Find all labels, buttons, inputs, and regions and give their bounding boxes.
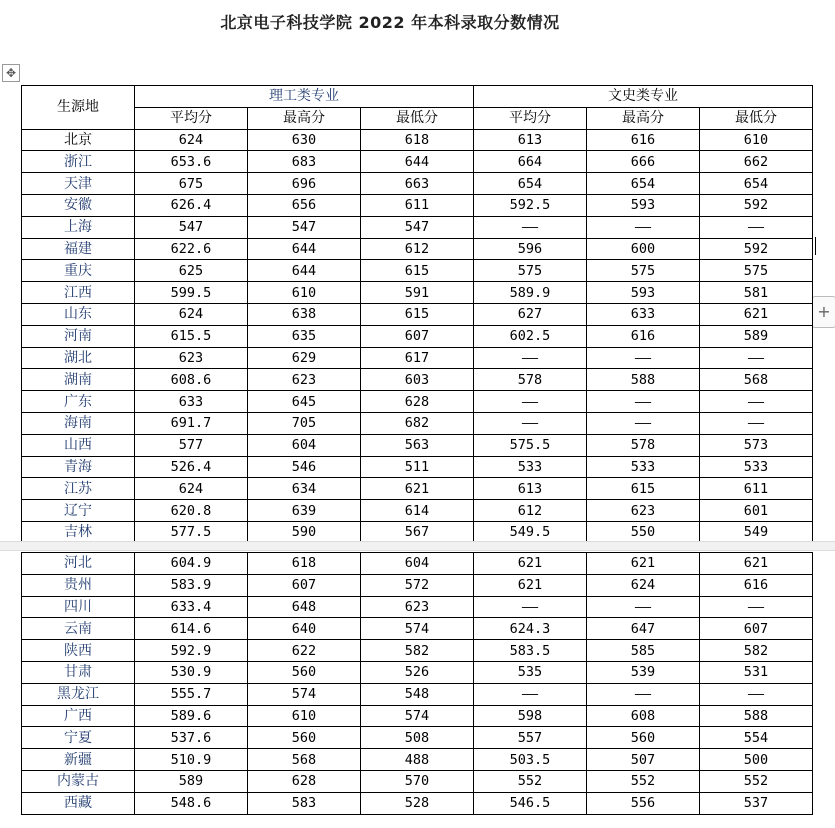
score-cell: 546	[248, 456, 361, 478]
score-cell: 640	[248, 618, 361, 640]
score-cell: 607	[248, 574, 361, 596]
score-cell: 599.5	[135, 282, 248, 304]
score-cell: 578	[587, 434, 700, 456]
score-cell: 644	[361, 151, 474, 173]
score-cell: 592	[700, 194, 813, 216]
score-cell: 601	[700, 500, 813, 522]
score-cell: 628	[361, 391, 474, 413]
score-cell: 675	[135, 173, 248, 195]
score-cell: 639	[248, 500, 361, 522]
header-arts-group: 文史类专业	[474, 86, 813, 108]
score-cell: 546.5	[474, 792, 587, 814]
region-cell: 云南	[22, 618, 135, 640]
score-cell: 589	[700, 325, 813, 347]
score-cell: 531	[700, 661, 813, 683]
page-break	[0, 541, 835, 551]
score-cell: ——	[474, 412, 587, 434]
score-cell: 616	[587, 325, 700, 347]
score-cell: 585	[587, 640, 700, 662]
score-cell: 623	[361, 596, 474, 618]
score-cell: 624	[135, 129, 248, 151]
score-cell: 528	[361, 792, 474, 814]
score-cell: 620.8	[135, 500, 248, 522]
score-cell: ——	[700, 412, 813, 434]
score-cell: 664	[474, 151, 587, 173]
score-cell: ——	[474, 683, 587, 705]
score-cell: 593	[587, 282, 700, 304]
admission-score-table-page2	[21, 552, 813, 815]
score-cell: 654	[587, 173, 700, 195]
table-row	[22, 770, 813, 792]
score-cell: 607	[361, 325, 474, 347]
score-cell: 589.9	[474, 282, 587, 304]
table-row	[22, 173, 813, 195]
score-cell: 533	[587, 456, 700, 478]
score-cell: 638	[248, 303, 361, 325]
score-cell: 574	[361, 618, 474, 640]
score-cell: 654	[474, 173, 587, 195]
score-cell: 503.5	[474, 749, 587, 771]
score-cell: 488	[361, 749, 474, 771]
score-cell: 556	[587, 792, 700, 814]
table-row	[22, 129, 813, 151]
score-cell: ——	[587, 347, 700, 369]
score-cell: 633.4	[135, 596, 248, 618]
region-cell: 山东	[22, 303, 135, 325]
score-cell: 647	[587, 618, 700, 640]
score-cell: ——	[700, 391, 813, 413]
score-cell: 603	[361, 369, 474, 391]
table-row	[22, 303, 813, 325]
score-cell: 622	[248, 640, 361, 662]
region-cell: 福建	[22, 238, 135, 260]
score-cell: 575	[700, 260, 813, 282]
score-cell: 621	[700, 553, 813, 575]
score-cell: 615	[587, 478, 700, 500]
score-cell: 598	[474, 705, 587, 727]
table-row	[22, 683, 813, 705]
score-cell: 577.5	[135, 521, 248, 543]
score-cell: 663	[361, 173, 474, 195]
score-cell: 583.9	[135, 574, 248, 596]
score-cell: 629	[248, 347, 361, 369]
header-science-min: 最低分	[361, 107, 474, 129]
table-body-page2	[22, 553, 813, 815]
region-cell: 湖南	[22, 369, 135, 391]
header-science-max: 最高分	[248, 107, 361, 129]
score-cell: 582	[700, 640, 813, 662]
score-cell: 557	[474, 727, 587, 749]
table-body-page1	[22, 129, 813, 543]
table-row	[22, 260, 813, 282]
score-cell: 581	[700, 282, 813, 304]
region-cell: 宁夏	[22, 727, 135, 749]
score-cell: ——	[587, 683, 700, 705]
score-cell: ——	[700, 347, 813, 369]
plus-icon[interactable]: +	[812, 296, 835, 328]
score-cell: 572	[361, 574, 474, 596]
score-cell: 612	[361, 238, 474, 260]
header-science-group: 理工类专业	[135, 86, 474, 108]
region-cell: 江西	[22, 282, 135, 304]
score-cell: 644	[248, 238, 361, 260]
score-cell: 526	[361, 661, 474, 683]
score-cell: 628	[248, 770, 361, 792]
score-cell: 548.6	[135, 792, 248, 814]
table-row	[22, 151, 813, 173]
score-cell: 614	[361, 500, 474, 522]
score-cell: 610	[248, 282, 361, 304]
score-cell: 573	[700, 434, 813, 456]
region-cell: 内蒙古	[22, 770, 135, 792]
score-cell: 612	[474, 500, 587, 522]
score-cell: 590	[248, 521, 361, 543]
region-cell: 吉林	[22, 521, 135, 543]
score-cell: ——	[587, 412, 700, 434]
table-row	[22, 434, 813, 456]
region-cell: 江苏	[22, 478, 135, 500]
table-row	[22, 456, 813, 478]
score-cell: ——	[700, 683, 813, 705]
score-cell: 615.5	[135, 325, 248, 347]
score-cell: 616	[587, 129, 700, 151]
score-cell: 588	[700, 705, 813, 727]
table-row	[22, 325, 813, 347]
score-cell: 604	[361, 553, 474, 575]
score-cell: 577	[135, 434, 248, 456]
score-cell: ——	[700, 596, 813, 618]
score-cell: 535	[474, 661, 587, 683]
score-cell: 683	[248, 151, 361, 173]
score-cell: 560	[248, 661, 361, 683]
score-cell: 615	[361, 303, 474, 325]
score-cell: 645	[248, 391, 361, 413]
table-row	[22, 596, 813, 618]
region-cell: 天津	[22, 173, 135, 195]
score-cell: 621	[700, 303, 813, 325]
score-cell: 563	[361, 434, 474, 456]
region-cell: 广东	[22, 391, 135, 413]
score-cell: 533	[700, 456, 813, 478]
region-cell: 河南	[22, 325, 135, 347]
score-cell: 615	[361, 260, 474, 282]
score-cell: 614.6	[135, 618, 248, 640]
score-cell: 611	[361, 194, 474, 216]
table-row	[22, 749, 813, 771]
region-cell: 四川	[22, 596, 135, 618]
score-cell: 552	[474, 770, 587, 792]
score-cell: 608	[587, 705, 700, 727]
score-cell: 610	[700, 129, 813, 151]
score-cell: 588	[587, 369, 700, 391]
region-cell: 甘肃	[22, 661, 135, 683]
table-row	[22, 661, 813, 683]
score-cell: 624	[587, 574, 700, 596]
table-row	[22, 194, 813, 216]
region-cell: 重庆	[22, 260, 135, 282]
header-arts-avg: 平均分	[474, 107, 587, 129]
table-row	[22, 216, 813, 238]
score-cell: 508	[361, 727, 474, 749]
score-cell: 608.6	[135, 369, 248, 391]
score-cell: 548	[361, 683, 474, 705]
table-row	[22, 792, 813, 814]
score-cell: 662	[700, 151, 813, 173]
score-cell: 526.4	[135, 456, 248, 478]
score-cell: ——	[587, 596, 700, 618]
score-cell: 623	[248, 369, 361, 391]
score-cell: 604	[248, 434, 361, 456]
score-cell: 607	[700, 618, 813, 640]
score-cell: ——	[474, 347, 587, 369]
score-cell: 533	[474, 456, 587, 478]
table-row	[22, 369, 813, 391]
header-science-avg: 平均分	[135, 107, 248, 129]
region-cell: 西藏	[22, 792, 135, 814]
score-cell: 575.5	[474, 434, 587, 456]
score-cell: 575	[587, 260, 700, 282]
table-row	[22, 347, 813, 369]
score-cell: 618	[361, 129, 474, 151]
score-cell: 596	[474, 238, 587, 260]
score-cell: 633	[135, 391, 248, 413]
score-cell: 537	[700, 792, 813, 814]
score-cell: 602.5	[474, 325, 587, 347]
region-cell: 北京	[22, 129, 135, 151]
score-cell: 682	[361, 412, 474, 434]
score-cell: 593	[587, 194, 700, 216]
score-cell: 567	[361, 521, 474, 543]
table-row	[22, 553, 813, 575]
score-cell: 610	[248, 705, 361, 727]
score-cell: 621	[474, 553, 587, 575]
region-cell: 辽宁	[22, 500, 135, 522]
score-cell: 621	[361, 478, 474, 500]
score-cell: ——	[587, 391, 700, 413]
table-row	[22, 574, 813, 596]
score-cell: 592.9	[135, 640, 248, 662]
score-cell: 666	[587, 151, 700, 173]
document-title: 北京电子科技学院 2022 年本科录取分数情况	[220, 13, 560, 32]
score-cell: 537.6	[135, 727, 248, 749]
region-cell: 黑龙江	[22, 683, 135, 705]
score-cell: 648	[248, 596, 361, 618]
table-row	[22, 500, 813, 522]
score-cell: ——	[587, 216, 700, 238]
score-cell: 691.7	[135, 412, 248, 434]
score-cell: 613	[474, 129, 587, 151]
table-row	[22, 478, 813, 500]
table-row	[22, 391, 813, 413]
score-cell: 552	[587, 770, 700, 792]
text-cursor	[815, 237, 816, 255]
score-cell: 589.6	[135, 705, 248, 727]
score-cell: 625	[135, 260, 248, 282]
region-cell: 青海	[22, 456, 135, 478]
score-cell: 574	[248, 683, 361, 705]
region-cell: 浙江	[22, 151, 135, 173]
score-cell: ——	[700, 216, 813, 238]
score-cell: 644	[248, 260, 361, 282]
table-row	[22, 521, 813, 543]
region-cell: 海南	[22, 412, 135, 434]
score-cell: 617	[361, 347, 474, 369]
region-cell: 山西	[22, 434, 135, 456]
score-cell: 633	[587, 303, 700, 325]
score-cell: 549.5	[474, 521, 587, 543]
score-cell: 653.6	[135, 151, 248, 173]
score-cell: 622.6	[135, 238, 248, 260]
header-arts-min: 最低分	[700, 107, 813, 129]
score-cell: 623	[135, 347, 248, 369]
score-cell: 555.7	[135, 683, 248, 705]
region-cell: 湖北	[22, 347, 135, 369]
score-cell: 530.9	[135, 661, 248, 683]
score-cell: 583	[248, 792, 361, 814]
score-cell: 654	[700, 173, 813, 195]
score-cell: 568	[700, 369, 813, 391]
score-cell: 570	[361, 770, 474, 792]
score-cell: 630	[248, 129, 361, 151]
score-cell: 634	[248, 478, 361, 500]
score-cell: 618	[248, 553, 361, 575]
score-cell: 624	[135, 303, 248, 325]
score-cell: 511	[361, 456, 474, 478]
score-cell: 635	[248, 325, 361, 347]
score-cell: 549	[700, 521, 813, 543]
score-cell: 507	[587, 749, 700, 771]
score-cell: ——	[474, 596, 587, 618]
score-cell: 582	[361, 640, 474, 662]
table-row	[22, 238, 813, 260]
score-cell: 583.5	[474, 640, 587, 662]
table-row	[22, 727, 813, 749]
score-cell: 592.5	[474, 194, 587, 216]
region-cell: 河北	[22, 553, 135, 575]
score-cell: ——	[474, 216, 587, 238]
score-cell: 539	[587, 661, 700, 683]
table-row	[22, 412, 813, 434]
region-cell: 广西	[22, 705, 135, 727]
table-row	[22, 282, 813, 304]
score-cell: 550	[587, 521, 700, 543]
region-cell: 安徽	[22, 194, 135, 216]
score-cell: 621	[587, 553, 700, 575]
score-cell: 591	[361, 282, 474, 304]
score-cell: 623	[587, 500, 700, 522]
score-cell: 604.9	[135, 553, 248, 575]
score-cell: 613	[474, 478, 587, 500]
region-cell: 上海	[22, 216, 135, 238]
score-cell: 510.9	[135, 749, 248, 771]
score-cell: 600	[587, 238, 700, 260]
region-cell: 陕西	[22, 640, 135, 662]
score-cell: 574	[361, 705, 474, 727]
score-cell: 500	[700, 749, 813, 771]
score-cell: 554	[700, 727, 813, 749]
score-cell: 547	[135, 216, 248, 238]
score-cell: 624.3	[474, 618, 587, 640]
table-row	[22, 618, 813, 640]
score-cell: 616	[700, 574, 813, 596]
score-cell: 589	[135, 770, 248, 792]
score-cell: 560	[248, 727, 361, 749]
score-cell: 547	[361, 216, 474, 238]
score-cell: 621	[474, 574, 587, 596]
score-cell: 626.4	[135, 194, 248, 216]
score-cell: 705	[248, 412, 361, 434]
region-cell: 新疆	[22, 749, 135, 771]
region-cell: 贵州	[22, 574, 135, 596]
score-cell: 611	[700, 478, 813, 500]
score-cell: ——	[474, 391, 587, 413]
score-cell: 568	[248, 749, 361, 771]
admission-score-table-page1	[21, 85, 813, 544]
score-cell: 627	[474, 303, 587, 325]
score-cell: 547	[248, 216, 361, 238]
score-cell: 552	[700, 770, 813, 792]
header-arts-max: 最高分	[587, 107, 700, 129]
score-cell: 578	[474, 369, 587, 391]
score-cell: 592	[700, 238, 813, 260]
score-cell: 575	[474, 260, 587, 282]
table-row	[22, 705, 813, 727]
score-cell: 656	[248, 194, 361, 216]
move-arrows-icon[interactable]: ✥	[2, 64, 20, 82]
table-row	[22, 640, 813, 662]
score-cell: 560	[587, 727, 700, 749]
score-cell: 624	[135, 478, 248, 500]
header-region: 生源地	[22, 86, 135, 130]
score-cell: 696	[248, 173, 361, 195]
